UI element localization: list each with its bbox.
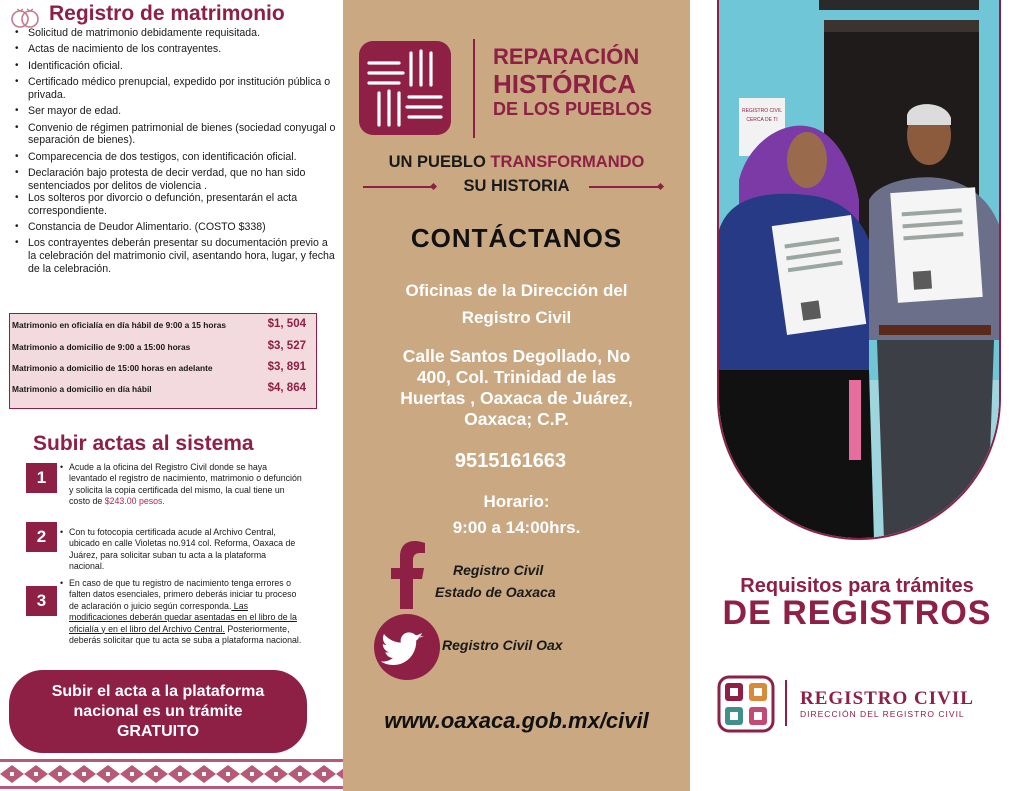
copy-price: $243.00 pesos. [104,496,165,507]
tagline-line-2: SU HISTORIA [463,177,570,195]
fee-row [12,381,314,401]
fee-amount: $1, 504 [267,318,306,330]
wedding-rings-icon [8,6,42,28]
couple-photo [717,0,1001,540]
requirement-item: • Identificación oficial. [12,60,338,73]
marriage-title: Registro de matrimonio [49,2,285,25]
website-link[interactable]: www.oaxaca.gob.mx/civil [384,708,649,733]
middle-panel [343,0,690,791]
fee-row [12,360,314,380]
fee-amount: $3, 527 [267,340,306,352]
left-panel [0,0,343,791]
step-text: • Acude a la oficina del Registro Civil donde se haya levantado el registro de nacimiento, matrimonio o defunción y solicita la copia certificada del mismo, la cual tiene un costo de $243.00 pesos. [60,462,303,508]
rep-line-3: DE LOS PUEBLOS [493,99,653,119]
requirement-item: • Certificado médico prenupcial, expedido por institución pública o privada. [12,76,338,101]
requirement-item: • Actas de nacimiento de los contrayentes. [12,43,338,56]
requirement-item: • Ser mayor de edad. [12,105,338,118]
office-name: Oficinas de la Dirección del Registro Civil [405,281,628,327]
couple-illustration [719,0,1001,540]
fee-row [12,317,314,337]
fee-amount: $4, 864 [267,382,306,394]
requirement-item: • Los contrayentes deberán presentar su documentación previo a la celebración del matrimonio civil, asentando hora, lugar, y fecha de la celebración. [12,237,338,275]
facebook-account-line-2[interactable]: Estado de Oaxaca [435,584,556,600]
step-text: • En caso de que tu registro de nacimiento tenga errores o falten datos esenciales, primero deberás iniciar tu proceso de aclaración o juicio según corresponda. Las modificaciones deberán quedar asentadas en el libro de la oficialía y en el libro del Archivo Central. Posteriormente, deberás solicitar que tu acta se suba a plataforma nacional. [60,578,303,646]
rep-line-1: REPARACIÓN [493,44,640,69]
tagline-rule [589,186,661,188]
poster-text-2: CERCA DE TI [746,117,778,123]
facebook-account-line-1[interactable]: Registro Civil [453,562,544,578]
requirement-item: • Los solteros por divorcio o defunción, presentarán el acta correspondiente. [12,192,338,217]
requirement-item: • Constancia de Deudor Alimentario. (COSTO $338) [12,221,338,234]
contact-title: CONTÁCTANOS [410,223,623,253]
fee-description: Matrimonio en oficialía en día hábil de 9:00 a 15 horas [12,320,227,330]
step-number: 2 [26,522,57,552]
right-panel [690,0,1024,791]
embroidery-border [0,757,343,791]
poster-text-1: REGISTRO CIVIL [741,108,783,114]
fee-description: Matrimonio a domicilio en día hábil [12,384,152,394]
upload-section-title: Subir actas al sistema [33,432,254,455]
free-upload-banner: Subir el acta a la plataforma nacional es un trámite GRATUITO [9,670,307,753]
requirements-list [12,27,338,279]
step-number: 1 [26,463,57,493]
logo-divider [473,39,475,138]
office-address: Calle Santos Degollado, No 400, Col. Trinidad de las Huertas , Oaxaca de Juárez, Oaxaca; C.P. [400,346,633,429]
twitter-icon[interactable] [374,614,440,680]
hours-value: 9:00 a 14:00hrs. [452,518,581,537]
tagline: UN PUEBLO TRANSFORMANDO [388,153,645,171]
phone-number: 9515161663 [454,450,567,472]
registro-civil-subtitle: DIRECCIÓN DEL REGISTRO CIVIL [800,709,965,719]
fee-row [12,339,314,359]
tagline-rule [363,186,433,188]
requirement-item: • Declaración bajo protesta de decir verdad, que no han sido sentenciados por delitos de violencia . [12,167,338,192]
registro-civil-logo-icon [715,673,777,735]
requirement-item: • Solicitud de matrimonio debidamente requisitada. [12,27,338,40]
hands-logo-icon [359,41,451,135]
facebook-icon[interactable] [391,541,425,609]
fee-amount: $3, 891 [267,361,306,373]
logo-divider [785,680,787,726]
hours-label: Horario: [483,492,550,511]
requirement-item: • Convenio de régimen patrimonial de bienes (sociedad conyugal o separación de bienes). [12,122,338,147]
procedures-subtitle: Requisitos para trámites [740,575,974,597]
fee-description: Matrimonio a domicilio de 15:00 horas en adelante [12,363,213,373]
registro-civil-wordmark: REGISTRO CIVIL [800,688,974,709]
rep-line-2: HISTÓRICA [493,69,636,99]
fee-description: Matrimonio a domicilio de 9:00 a 15:00 horas [12,342,191,352]
fees-table [9,313,317,409]
requirement-item: • Comparecencia de dos testigos, con identificación oficial. [12,151,338,164]
step-text: • Con tu fotocopia certificada acude al Archivo Central, ubicado en calle Violetas no.914 col. Reforma, Oaxaca de Juárez, para solicitar suban tu acta a la plataforma nacional. [60,527,303,573]
step-number: 3 [26,586,57,616]
twitter-account[interactable]: Registro Civil Oax [442,637,563,653]
procedures-title: DE REGISTROS [722,594,992,632]
